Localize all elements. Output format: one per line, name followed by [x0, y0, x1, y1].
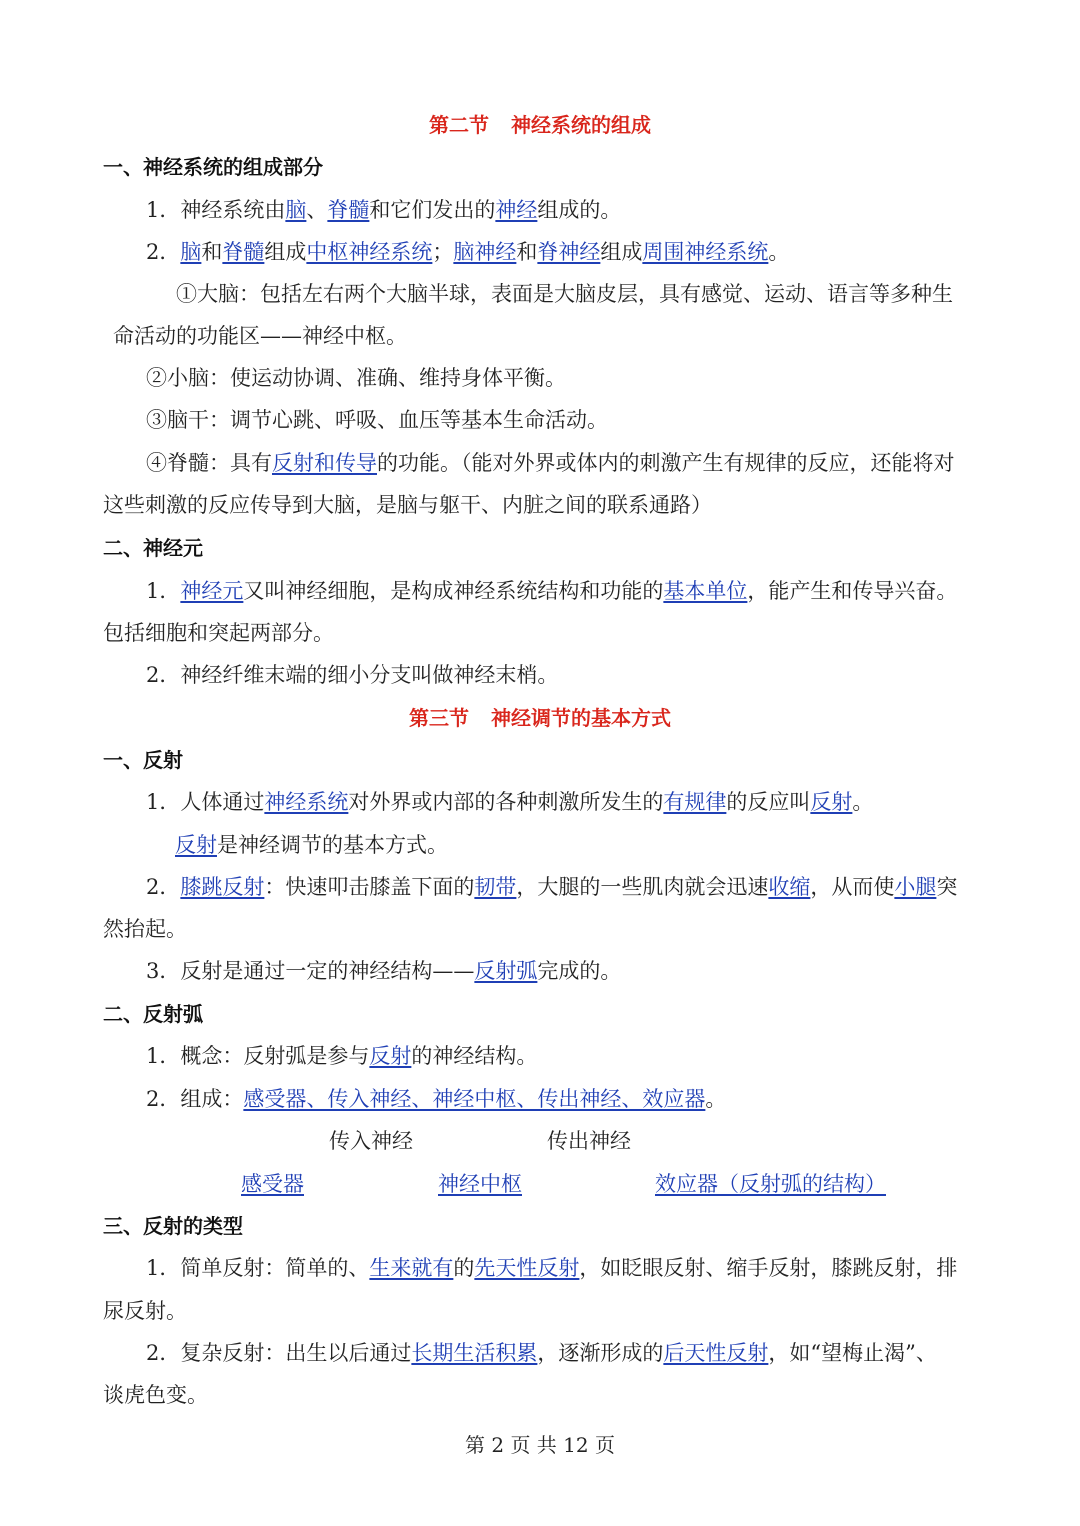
keyword-central-nervous-system[interactable]: 中枢神经系统	[306, 240, 433, 264]
keyword-brain[interactable]: 脑	[180, 240, 202, 264]
keyword-spinal-nerves[interactable]: 脊神经	[537, 240, 601, 264]
keyword-cranial-nerves[interactable]: 脑神经	[453, 240, 517, 264]
section-number: 第二节	[429, 113, 489, 137]
paragraph-neuron-2: 2．神经纤维末端的细小分支叫做神经末梢。	[146, 663, 559, 687]
paragraph-spinal-cord: ④脊髓：具有反射和传导的功能。（能对外界或体内的刺激产生有规律的反应，还能将对	[146, 451, 955, 475]
heading-neuron: 二、神经元	[103, 536, 203, 560]
paragraph-reflex-2-cont: 然抬起。	[103, 917, 187, 941]
section-title-text: 神经调节的基本方式	[491, 706, 671, 730]
paragraph-arc-concept: 1．概念：反射弧是参与反射的神经结构。	[146, 1044, 538, 1068]
paragraph-brainstem: ③脑干：调节心跳、呼吸、血压等基本生命活动。	[146, 408, 608, 432]
page-number: 第 2 页 共 12 页	[465, 1433, 615, 1457]
paragraph-cerebrum: ①大脑：包括左右两个大脑半球，表面是大脑皮层，具有感觉、运动、语言等多种生	[176, 282, 953, 306]
paragraph-arc-composition: 2．组成：感受器、传入神经、神经中枢、传出神经、效应器。	[146, 1087, 727, 1111]
keyword-unconditioned-reflex[interactable]: 先天性反射	[474, 1256, 580, 1280]
paragraph-item-1: 1．神经系统由脑、脊髓和它们发出的神经组成的。	[146, 198, 622, 222]
paragraph-complex-reflex-cont: 谈虎色变。	[103, 1383, 208, 1407]
keyword-neuron[interactable]: 神经元	[180, 579, 244, 603]
keyword-spinal-cord[interactable]: 脊髓	[222, 240, 265, 264]
keyword-conditioned-reflex[interactable]: 后天性反射	[663, 1341, 769, 1365]
keyword-peripheral-nervous-system[interactable]: 周围神经系统	[642, 240, 769, 264]
paragraph-cerebellum: ②小脑：使运动协调、准确、维持身体平衡。	[146, 366, 566, 390]
diagram-efferent-nerve: 传出神经	[547, 1129, 631, 1153]
keyword-nervous-system[interactable]: 神经系统	[264, 790, 349, 814]
paragraph-reflex-3: 3．反射是通过一定的神经结构——反射弧完成的。	[146, 959, 622, 983]
diagram-afferent-nerve: 传入神经	[329, 1129, 413, 1153]
section-title-3	[0, 703, 1080, 733]
keyword-knee-jerk-reflex[interactable]: 膝跳反射	[180, 875, 265, 899]
paragraph-neuron-1: 1．神经元又叫神经细胞，是构成神经系统结构和功能的基本单位，能产生和传导兴奋。	[146, 579, 958, 603]
section-title-2	[0, 110, 1080, 140]
paragraph-item-2: 2．脑和脊髓组成中枢神经系统；脑神经和脊神经组成周围神经系统。	[146, 240, 790, 264]
paragraph-complex-reflex: 2．复杂反射：出生以后通过长期生活积累，逐渐形成的后天性反射，如“望梅止渴”、	[146, 1341, 937, 1365]
heading-composition: 一、神经系统的组成部分	[103, 155, 323, 179]
keyword-contract[interactable]: 收缩	[768, 875, 811, 899]
paragraph-reflex-1-cont: 反射是神经调节的基本方式。	[175, 833, 448, 857]
diagram-receptor[interactable]: 感受器	[241, 1172, 304, 1196]
paragraph-reflex-2: 2．膝跳反射：快速叩击膝盖下面的韧带，大腿的一些肌肉就会迅速收缩，从而使小腿突	[146, 875, 958, 899]
keyword-reflex[interactable]: 反射	[810, 790, 853, 814]
keyword-long-term-accumulation[interactable]: 长期生活积累	[411, 1341, 538, 1365]
keyword-innate[interactable]: 生来就有	[369, 1256, 454, 1280]
keyword-reflex-arc[interactable]: 反射弧	[474, 959, 538, 983]
diagram-effector[interactable]: 效应器（反射弧的结构）	[655, 1172, 886, 1196]
keyword-lower-leg[interactable]: 小腿	[894, 875, 937, 899]
heading-reflex: 一、反射	[103, 748, 183, 772]
paragraph-simple-reflex: 1．简单反射：简单的、生来就有的先天性反射，如眨眼反射、缩手反射，膝跳反射，排	[146, 1256, 958, 1280]
paragraph-simple-reflex-cont: 尿反射。	[103, 1299, 187, 1323]
keyword-regular[interactable]: 有规律	[663, 790, 727, 814]
paragraph-neuron-1-cont: 包括细胞和突起两部分。	[103, 621, 334, 645]
diagram-nerve-center[interactable]: 神经中枢	[438, 1172, 522, 1196]
paragraph-cerebrum-cont: 命活动的功能区——神经中枢。	[113, 324, 407, 348]
keyword-brain[interactable]: 脑	[285, 198, 307, 222]
heading-reflex-arc: 二、反射弧	[103, 1002, 203, 1026]
paragraph-reflex-1: 1．人体通过神经系统对外界或内部的各种刺激所发生的有规律的反应叫反射。	[146, 790, 874, 814]
paragraph-spinal-cord-cont: 这些刺激的反应传导到大脑，是脑与躯干、内脏之间的联系通路）	[103, 493, 712, 517]
section-title-text: 神经系统的组成	[511, 113, 651, 137]
keyword-reflex[interactable]: 反射	[369, 1044, 412, 1068]
heading-reflex-types: 三、反射的类型	[103, 1214, 243, 1238]
keyword-reflex[interactable]: 反射	[175, 833, 217, 857]
keyword-reflex-and-conduction[interactable]: 反射和传导	[272, 451, 377, 475]
keyword-basic-unit[interactable]: 基本单位	[663, 579, 748, 603]
keyword-nerve[interactable]: 神经	[495, 198, 538, 222]
keyword-ligament[interactable]: 韧带	[474, 875, 517, 899]
section-number: 第三节	[409, 706, 469, 730]
keyword-spinal-cord[interactable]: 脊髓	[327, 198, 370, 222]
keyword-arc-components[interactable]: 感受器、传入神经、神经中枢、传出神经、效应器	[243, 1087, 706, 1111]
